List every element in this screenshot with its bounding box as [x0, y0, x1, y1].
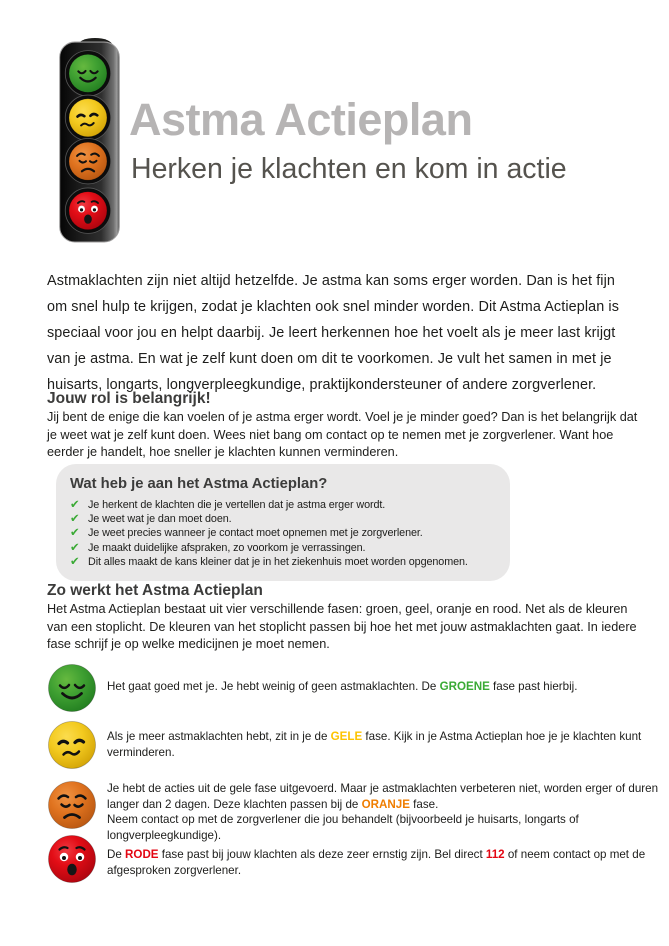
- phase-orange-text: [107, 781, 667, 843]
- benefit-item: [70, 512, 494, 526]
- phase-orange-line2: Neem contact op met de zorgverlener die jou behandelt (bijvoorbeeld je huisarts, longarts of longverpleegkundige).: [107, 813, 579, 842]
- benefit-item: [70, 498, 494, 512]
- phase-yellow-seg1: Als je meer astmaklachten hebt, zit in je de: [107, 730, 331, 743]
- green-relaxed-face-icon: [47, 663, 97, 713]
- phase-orange-seg2: fase.: [409, 797, 439, 811]
- red-alarmed-face-icon: [69, 192, 107, 230]
- how-section-heading: Zo werkt het Astma Actieplan: [47, 582, 263, 599]
- benefit-item-text: Je weet wat je dan moet doen.: [88, 513, 232, 526]
- yellow-skeptical-face-icon: [69, 99, 107, 137]
- benefit-item: [70, 541, 494, 555]
- how-section-body: Het Astma Actieplan bestaat uit vier verschillende fasen: groen, geel, oranje en rood. Net als de kleuren van een stoplicht. De kleuren van het stoplicht passen bij hoe het met jouw astmaklachten gaat. In iedere fase schrijf je op welke medicijnen je moet nemen.: [47, 602, 637, 651]
- phase-orange-seg1: Je hebt de acties uit de gele fase uitgevoerd. Maar je astmaklachten verbeteren niet, worden erger of duren langer dan 2 dagen. Deze klachten passen bij de: [107, 782, 659, 811]
- phase-green-text: [107, 679, 667, 695]
- check-icon: ✔: [70, 527, 80, 540]
- phase-red-seg2: fase past bij jouw klachten als deze zeer ernstig zijn. Bel direct: [158, 848, 486, 861]
- phase-red-keyword: RODE: [125, 848, 159, 861]
- check-icon: ✔: [70, 513, 80, 526]
- red-alarmed-face-icon: [47, 834, 97, 884]
- benefit-item: [70, 555, 494, 569]
- phase-red-keyword-112: 112: [485, 848, 505, 861]
- check-icon: ✔: [70, 541, 80, 554]
- intro-paragraph: Astmaklachten zijn niet altijd hetzelfde. Je astma kan soms erger worden. Dan is het fijn om snel hulp te krijgen, zodat je klachten ook snel minder worden. Dit Astma Actieplan is speciaal voor jou en helpt daarbij. Je leert herkennen hoe het voelt als je meer last krijgt van je astma. En wat je zelf kunt doen om dit te voorkomen. Je vult het samen in met je huisarts, longarts, longverpleegkundige, praktijkondersteuner of andere zorgverlener.: [47, 273, 620, 393]
- benefits-list: [70, 498, 494, 569]
- phase-green-seg2: fase past hierbij.: [489, 680, 578, 693]
- check-icon: ✔: [70, 499, 80, 511]
- traffic-light-illustration: [58, 36, 122, 244]
- role-section-body: Jij bent de enige die kan voelen of je astma erger wordt. Voel je je minder goed? Dan is het belangrijk dat je weet wat je zelf kunt doen. Wees niet bang om contact op te nemen met je zorgverlener. Want hoe eerder je handelt, hoe sneller je klachten kunnen verminderen.: [47, 410, 638, 459]
- phase-red-text: [107, 847, 667, 878]
- benefit-item: [70, 526, 494, 540]
- phase-green-keyword: GROENE: [439, 680, 490, 693]
- page-subtitle: Herken je klachten en kom in actie: [131, 153, 567, 185]
- phase-yellow-seg2: fase. Kijk in je Astma Actieplan hoe je je klachten kunt verminderen.: [107, 730, 642, 759]
- page-title: Astma Actieplan: [129, 94, 473, 145]
- orange-worried-face-icon: [69, 142, 107, 180]
- phase-yellow-keyword: GELE: [330, 730, 363, 743]
- phase-red-seg3: of neem contact op met de afgesproken zorgverlener.: [107, 848, 646, 877]
- orange-worried-face-icon: [47, 780, 97, 830]
- benefit-item-text: Je herkent de klachten die je vertellen dat je astma erger wordt.: [88, 499, 386, 511]
- benefits-heading: Wat heb je aan het Astma Actieplan?: [70, 476, 328, 492]
- green-relaxed-face-icon: [69, 54, 107, 92]
- yellow-skeptical-face-icon: [47, 720, 97, 770]
- benefits-box: [56, 464, 510, 581]
- phase-red-seg1: De: [107, 848, 126, 861]
- benefit-item-text: Je maakt duidelijke afspraken, zo voorkom je verrassingen.: [88, 541, 366, 554]
- phase-green-seg1: Het gaat goed met je. Je hebt weinig of geen astmaklachten. De: [107, 680, 440, 693]
- benefit-item-text: Dit alles maakt de kans kleiner dat je in het ziekenhuis moet worden opgenomen.: [88, 555, 468, 568]
- phase-orange-keyword: ORANJE: [361, 797, 410, 811]
- role-section-heading: Jouw rol is belangrijk!: [47, 390, 211, 407]
- benefit-item-text: Je weet precies wanneer je contact moet opnemen met je zorgverlener.: [88, 527, 423, 540]
- phase-yellow-text: [107, 729, 667, 760]
- check-icon: ✔: [70, 555, 80, 568]
